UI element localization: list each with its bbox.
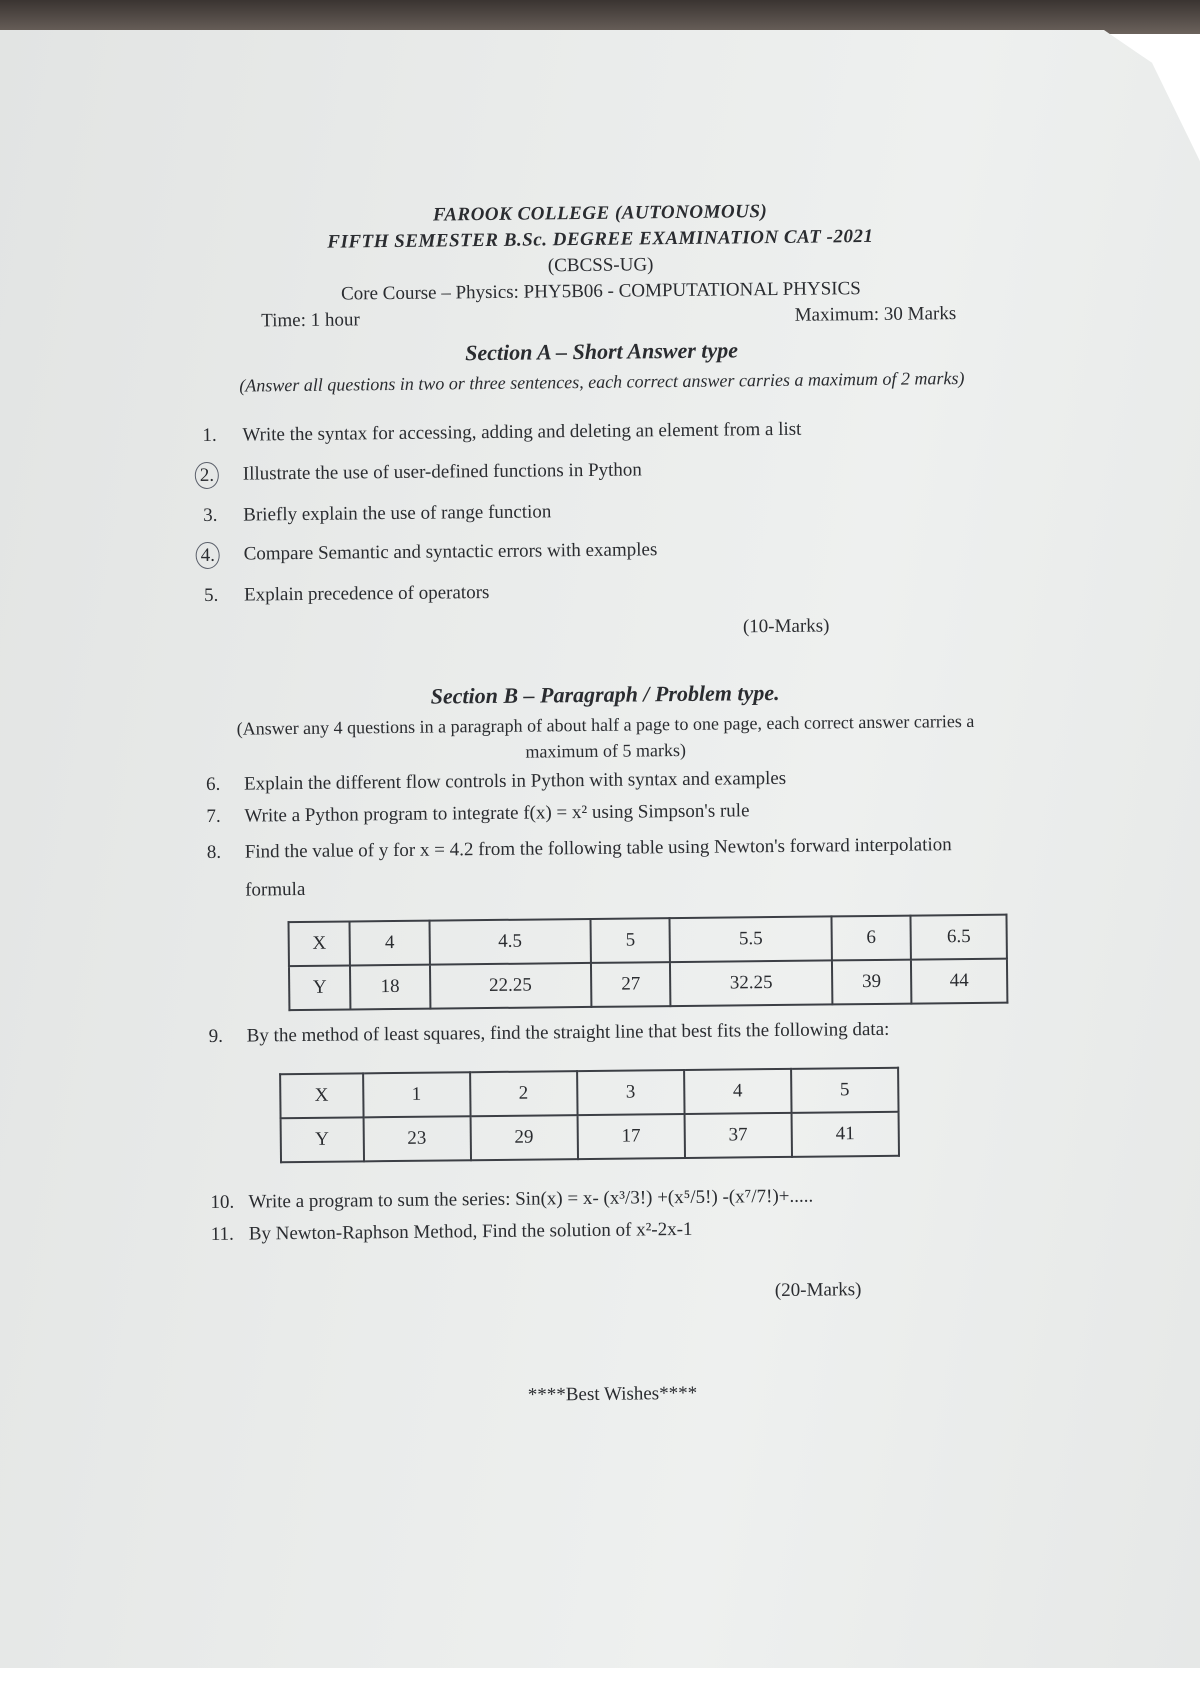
question-text: Write the syntax for accessing, adding and deleting an element from a list [242,418,802,446]
course-title: Core Course – Physics: PHY5B06 - COMPUTATIONAL PHYSICS [340,278,861,305]
table-header-y: Y [289,965,351,1010]
exam-title: FIFTH SEMESTER B.Sc. DEGREE EXAMINATION CAT -2021 [327,225,874,253]
table-cell: 6.5 [911,915,1007,960]
maximum-marks: Maximum: 30 Marks [794,303,957,326]
table-cell: 22.25 [430,963,592,1009]
question-number: 6. [205,773,221,795]
table-cell: 4 [684,1069,792,1114]
best-wishes: ****Best Wishes**** [527,1382,698,1406]
table-cell: 32.25 [670,960,832,1006]
table-row-y [281,1112,899,1162]
question-5 [204,575,1004,608]
question-2 [199,454,1003,489]
college-name: FAROOK COLLEGE (AUTONOMOUS) [432,201,768,226]
table-header-x: X [280,1073,363,1118]
table-cell: 23 [363,1116,471,1161]
question-8 [207,826,1008,910]
question-1 [202,415,1002,448]
section-a-instructions: (Answer all questions in two or three sentences, each correct answer carries a maximum of 2 marks) [239,368,965,396]
section-b-instructions: (Answer any 4 questions in a paragraph of about half a page to one page, each correct answer carries a maximum of 5 marks) [236,710,975,762]
question-number: 3. [203,504,218,526]
question-number-circled: 2. [195,462,220,489]
table-cell: 5.5 [670,916,832,962]
table-cell: 44 [911,959,1007,1004]
table-row-y [289,959,1007,1011]
table-cell: 41 [791,1112,899,1157]
interpolation-table [288,914,1009,1012]
question-number: 10. [210,1191,235,1213]
table-cell: 5 [590,918,670,963]
question-text: By Newton-Raphson Method, Find the solution of x²-2x-1 [248,1218,693,1245]
section-b-marks: (20-Marks) [774,1279,862,1302]
question-text: Write a program to sum the series: Sin(x) = x- (x³/3!) +(x⁵/5!) -(x⁷/7!)+..... [248,1185,814,1213]
table-cell: 39 [832,960,912,1005]
least-squares-table [279,1067,900,1163]
question-text: Write a Python program to integrate f(x) = x² using Simpson's rule [244,800,750,827]
question-text: Illustrate the use of user-defined functions in Python [242,459,642,485]
table-cell: 1 [363,1072,471,1117]
background-bottom [0,1668,1200,1697]
question-number: 1. [202,424,217,446]
table-cell: 29 [470,1115,578,1160]
table-cell: 6 [831,916,911,961]
question-11 [211,1212,1011,1250]
table-cell: 5 [791,1068,899,1113]
table-header-y: Y [281,1117,364,1162]
section-a-title: Section A – Short Answer type [465,337,739,366]
section-b-title: Section B – Paragraph / Problem type. [430,679,780,709]
table-cell: 17 [577,1114,685,1159]
background-surface-top [0,0,1200,34]
question-number: 7. [206,805,221,827]
question-text: Briefly explain the use of range function [243,501,552,526]
section-a-questions [199,415,1004,608]
question-number: 5. [203,584,219,606]
table-cell: 37 [684,1113,792,1158]
question-paper-content [200,197,1013,1410]
question-number: 11. [210,1223,234,1245]
table-cell: 18 [350,965,430,1010]
question-number: 8. [206,841,222,863]
question-text: Explain the different flow controls in Python with syntax and examples [243,767,787,795]
question-number-circled: 4. [196,542,221,569]
table-cell: 4 [350,921,430,966]
section-a-marks: (10-Marks) [742,615,830,638]
scheme: (CBCSS-UG) [547,254,654,277]
table-row-x [280,1068,898,1118]
table-cell: 3 [577,1070,685,1115]
question-3 [203,495,1003,528]
question-4 [200,534,1004,569]
question-text: Compare Semantic and syntactic errors with examples [243,539,658,565]
question-text: By the method of least squares, find the straight line that best fits the following data: [246,1018,890,1047]
question-9 [209,1014,1009,1052]
section-b [205,676,1011,1308]
table-cell: 2 [470,1071,578,1116]
question-text: Explain precedence of operators [243,581,490,606]
table-cell: 4.5 [429,919,591,965]
table-header-x: X [289,921,351,966]
table-cell: 27 [591,962,671,1007]
table-row-x [289,915,1007,967]
time-allowed: Time: 1 hour [261,309,360,332]
question-text: Find the value of y for x = 4.2 from the following table using Newton's forward interpolation formula [244,834,952,901]
question-number: 9. [208,1025,224,1047]
